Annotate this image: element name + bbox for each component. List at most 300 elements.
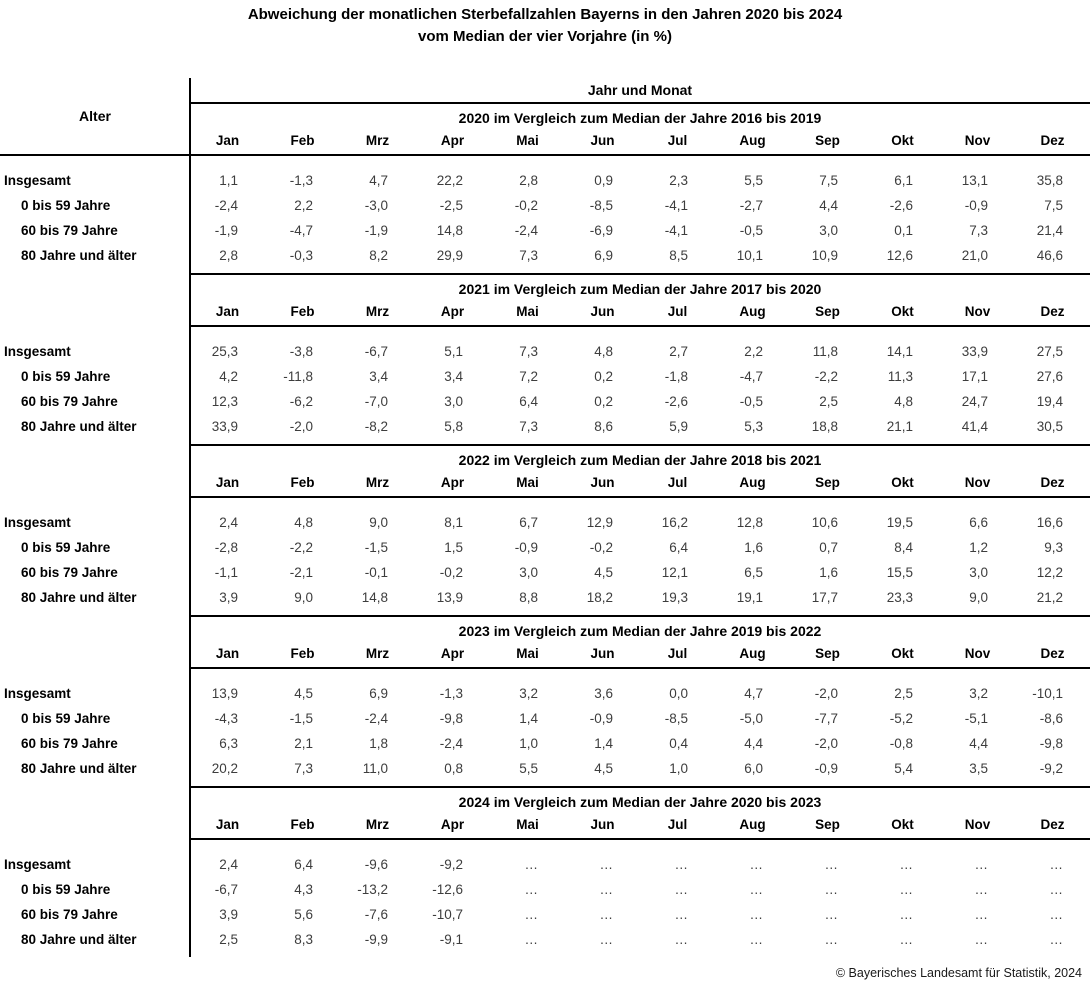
value-cell: 1,2 <box>969 540 988 555</box>
month-header-jul: Jul <box>667 817 688 832</box>
value-cell: 2,1 <box>294 736 313 751</box>
value-cell: 9,0 <box>969 590 988 605</box>
value-cell: … <box>974 932 988 947</box>
value-cell: -8,5 <box>664 711 688 726</box>
value-cell: -9,6 <box>364 857 388 872</box>
table-row <box>0 193 1090 218</box>
value-cell: 18,2 <box>586 590 613 605</box>
month-header-dez: Dez <box>1040 475 1065 490</box>
month-header-feb: Feb <box>290 817 315 832</box>
value-cell: 4,4 <box>819 198 838 213</box>
value-cell: 3,0 <box>444 394 463 409</box>
value-cell: 3,9 <box>219 590 238 605</box>
row-label: Insgesamt <box>4 344 71 359</box>
value-cell: 1,5 <box>444 540 463 555</box>
value-cell: … <box>599 882 613 897</box>
value-cell: 6,0 <box>744 761 763 776</box>
month-header-apr: Apr <box>440 646 465 661</box>
month-header-nov: Nov <box>964 817 991 832</box>
row-label: 0 bis 59 Jahre <box>21 711 111 726</box>
value-cell: -5,0 <box>739 711 763 726</box>
month-header-dez: Dez <box>1040 133 1065 148</box>
value-cell: 12,6 <box>886 248 913 263</box>
value-cell: -6,2 <box>289 394 313 409</box>
value-cell: 4,8 <box>894 394 913 409</box>
value-cell: -2,0 <box>814 736 838 751</box>
value-cell: 3,2 <box>969 686 988 701</box>
value-cell: -0,9 <box>814 761 838 776</box>
month-header-nov: Nov <box>964 646 991 661</box>
value-cell: 11,3 <box>887 369 913 384</box>
month-header-mrz: Mrz <box>365 475 390 490</box>
value-cell: -3,0 <box>364 198 388 213</box>
value-cell: 0,8 <box>444 761 463 776</box>
value-cell: … <box>974 882 988 897</box>
value-cell: … <box>824 932 838 947</box>
value-cell: 0,2 <box>594 369 613 384</box>
table-row <box>0 389 1090 414</box>
month-header-aug: Aug <box>739 817 766 832</box>
value-cell: 3,0 <box>969 565 988 580</box>
row-label: 0 bis 59 Jahre <box>21 198 111 213</box>
value-cell: 8,2 <box>369 248 388 263</box>
value-cell: -0,5 <box>739 394 763 409</box>
table-row <box>0 339 1090 364</box>
value-cell: -9,8 <box>439 711 463 726</box>
value-cell: 41,4 <box>961 419 988 434</box>
value-cell: -4,1 <box>664 198 688 213</box>
value-cell: 3,6 <box>594 686 613 701</box>
value-cell: -8,2 <box>364 419 388 434</box>
row-label: 60 bis 79 Jahre <box>21 907 118 922</box>
value-cell: … <box>524 882 538 897</box>
section-header-2023: 2023 im Vergleich zum Median der Jahre 2019 bis 2022 <box>458 623 822 639</box>
month-header-apr: Apr <box>440 475 465 490</box>
section-header-block-2022 <box>190 444 1090 498</box>
value-cell: 11,8 <box>812 344 838 359</box>
table-row <box>0 927 1090 952</box>
table-row <box>0 510 1090 535</box>
value-cell: 19,1 <box>736 590 763 605</box>
value-cell: -7,6 <box>364 907 388 922</box>
value-cell: -1,1 <box>214 565 238 580</box>
alter-column-header: Alter <box>79 108 111 124</box>
value-cell: 1,6 <box>744 540 763 555</box>
section-header-block-2024 <box>190 786 1090 840</box>
value-cell: 14,1 <box>886 344 913 359</box>
value-cell: 14,8 <box>436 223 463 238</box>
value-cell: -0,9 <box>964 198 988 213</box>
value-cell: 0,4 <box>669 736 688 751</box>
table-row <box>0 218 1090 243</box>
value-cell: 4,7 <box>744 686 763 701</box>
month-header-apr: Apr <box>440 817 465 832</box>
value-cell: -1,9 <box>364 223 388 238</box>
row-label: 60 bis 79 Jahre <box>21 736 118 751</box>
value-cell: 2,5 <box>894 686 913 701</box>
value-cell: 46,6 <box>1036 248 1063 263</box>
value-cell: 2,4 <box>219 515 238 530</box>
month-header-feb: Feb <box>290 646 315 661</box>
month-header-jan: Jan <box>215 133 240 148</box>
value-cell: -2,0 <box>814 686 838 701</box>
month-header-row <box>190 472 1090 496</box>
value-cell: 7,3 <box>519 419 538 434</box>
value-cell: … <box>749 907 763 922</box>
month-header-row <box>190 814 1090 838</box>
value-cell: 21,1 <box>886 419 913 434</box>
value-cell: -2,5 <box>439 198 463 213</box>
row-label: 60 bis 79 Jahre <box>21 223 118 238</box>
value-cell: 0,2 <box>594 394 613 409</box>
section-body-2021 <box>0 327 1090 444</box>
section-header-2020: 2020 im Vergleich zum Median der Jahre 2016 bis 2019 <box>458 110 822 126</box>
value-cell: 6,3 <box>219 736 238 751</box>
row-label: Insgesamt <box>4 686 71 701</box>
value-cell: -6,9 <box>589 223 613 238</box>
value-cell: 33,9 <box>961 344 988 359</box>
table-row <box>0 535 1090 560</box>
value-cell: 11,0 <box>362 761 388 776</box>
value-cell: 2,3 <box>669 173 688 188</box>
month-header-apr: Apr <box>440 133 465 148</box>
value-cell: … <box>824 857 838 872</box>
row-label: 80 Jahre und älter <box>21 590 137 605</box>
value-cell: … <box>1049 882 1063 897</box>
value-cell: 12,8 <box>736 515 763 530</box>
value-cell: -1,3 <box>289 173 313 188</box>
value-cell: -0,2 <box>589 540 613 555</box>
value-cell: -2,4 <box>214 198 238 213</box>
value-cell: 13,9 <box>211 686 238 701</box>
row-label: Insgesamt <box>4 173 71 188</box>
value-cell: 8,8 <box>519 590 538 605</box>
section-body-2020 <box>0 156 1090 273</box>
table-row <box>0 902 1090 927</box>
value-cell: … <box>1049 907 1063 922</box>
value-cell: -7,7 <box>814 711 838 726</box>
value-cell: … <box>524 932 538 947</box>
value-cell: 6,1 <box>894 173 913 188</box>
value-cell: 2,8 <box>219 248 238 263</box>
value-cell: -4,3 <box>214 711 238 726</box>
month-header-sep: Sep <box>815 304 840 319</box>
value-cell: 2,5 <box>219 932 238 947</box>
value-cell: 8,6 <box>594 419 613 434</box>
value-cell: -1,9 <box>214 223 238 238</box>
value-cell: 4,5 <box>294 686 313 701</box>
section-header-2021: 2021 im Vergleich zum Median der Jahre 2017 bis 2020 <box>458 281 822 297</box>
value-cell: -3,8 <box>289 344 313 359</box>
value-cell: 7,3 <box>969 223 988 238</box>
table-row <box>0 585 1090 610</box>
page-title-line2: vom Median der vier Vorjahre (in %) <box>418 28 672 45</box>
value-cell: 6,6 <box>969 515 988 530</box>
value-cell: 20,2 <box>211 761 238 776</box>
value-cell: -2,4 <box>364 711 388 726</box>
table-row <box>0 731 1090 756</box>
value-cell: 8,5 <box>669 248 688 263</box>
value-cell: 19,3 <box>661 590 688 605</box>
value-cell: 29,9 <box>436 248 463 263</box>
value-cell: 6,4 <box>669 540 688 555</box>
month-header-aug: Aug <box>739 475 766 490</box>
table-vertical-divider <box>189 78 191 957</box>
value-cell: 2,8 <box>519 173 538 188</box>
value-cell: 1,6 <box>819 565 838 580</box>
value-cell: 12,9 <box>586 515 613 530</box>
month-header-aug: Aug <box>739 646 766 661</box>
value-cell: 4,4 <box>969 736 988 751</box>
value-cell: … <box>824 907 838 922</box>
value-cell: -1,5 <box>364 540 388 555</box>
value-cell: -6,7 <box>364 344 388 359</box>
value-cell: 0,9 <box>594 173 613 188</box>
month-header-okt: Okt <box>891 304 914 319</box>
value-cell: 7,3 <box>519 344 538 359</box>
value-cell: 14,8 <box>361 590 388 605</box>
month-header-mai: Mai <box>516 304 539 319</box>
row-label: 60 bis 79 Jahre <box>21 565 118 580</box>
value-cell: -2,7 <box>739 198 763 213</box>
value-cell: 2,4 <box>219 857 238 872</box>
value-cell: 3,4 <box>444 369 463 384</box>
value-cell: 0,0 <box>669 686 688 701</box>
value-cell: -0,2 <box>439 565 463 580</box>
table-row <box>0 414 1090 439</box>
table-row <box>0 364 1090 389</box>
month-header-mai: Mai <box>516 817 539 832</box>
value-cell: 7,5 <box>819 173 838 188</box>
month-header-apr: Apr <box>440 304 465 319</box>
table-sections <box>0 156 1090 957</box>
value-cell: 9,0 <box>294 590 313 605</box>
row-label: 0 bis 59 Jahre <box>21 540 111 555</box>
value-cell: 3,5 <box>969 761 988 776</box>
month-header-jan: Jan <box>215 475 240 490</box>
value-cell: 7,5 <box>1044 198 1063 213</box>
month-header-nov: Nov <box>964 133 991 148</box>
value-cell: … <box>524 857 538 872</box>
table-row <box>0 168 1090 193</box>
row-label: Insgesamt <box>4 515 71 530</box>
value-cell: 5,9 <box>669 419 688 434</box>
value-cell: -7,0 <box>364 394 388 409</box>
value-cell: -0,1 <box>364 565 388 580</box>
row-label: 80 Jahre und älter <box>21 419 137 434</box>
value-cell: 17,1 <box>961 369 988 384</box>
statistics-table <box>0 78 1090 957</box>
value-cell: … <box>599 907 613 922</box>
value-cell: 27,6 <box>1036 369 1063 384</box>
month-header-feb: Feb <box>290 304 315 319</box>
value-cell: … <box>749 932 763 947</box>
month-header-dez: Dez <box>1040 646 1065 661</box>
header-right <box>190 78 1090 154</box>
value-cell: 8,1 <box>444 515 463 530</box>
month-header-jan: Jan <box>215 817 240 832</box>
value-cell: 4,8 <box>294 515 313 530</box>
section-header-2022: 2022 im Vergleich zum Median der Jahre 2018 bis 2021 <box>458 452 822 468</box>
value-cell: 16,2 <box>661 515 688 530</box>
value-cell: 13,1 <box>961 173 988 188</box>
value-cell: 6,9 <box>369 686 388 701</box>
value-cell: 9,3 <box>1044 540 1063 555</box>
row-label: 0 bis 59 Jahre <box>21 369 111 384</box>
value-cell: 8,4 <box>894 540 913 555</box>
value-cell: 1,8 <box>369 736 388 751</box>
month-header-mai: Mai <box>516 475 539 490</box>
value-cell: 21,2 <box>1036 590 1063 605</box>
value-cell: 3,0 <box>819 223 838 238</box>
value-cell: … <box>674 882 688 897</box>
row-label: 80 Jahre und älter <box>21 248 137 263</box>
month-header-jul: Jul <box>667 304 688 319</box>
value-cell: 1,4 <box>594 736 613 751</box>
value-cell: 10,9 <box>811 248 838 263</box>
value-cell: -1,8 <box>664 369 688 384</box>
value-cell: -0,3 <box>289 248 313 263</box>
value-cell: 0,7 <box>819 540 838 555</box>
value-cell: 5,6 <box>294 907 313 922</box>
value-cell: 1,4 <box>519 711 538 726</box>
value-cell: 4,5 <box>594 761 613 776</box>
value-cell: -4,1 <box>664 223 688 238</box>
value-cell: 6,9 <box>594 248 613 263</box>
value-cell: -9,2 <box>1039 761 1063 776</box>
value-cell: … <box>1049 857 1063 872</box>
value-cell: 18,8 <box>811 419 838 434</box>
value-cell: 10,1 <box>736 248 763 263</box>
value-cell: 17,7 <box>811 590 838 605</box>
value-cell: 2,2 <box>744 344 763 359</box>
month-header-jun: Jun <box>590 646 615 661</box>
copyright-notice: © Bayerisches Landesamt für Statistik, 2024 <box>835 966 1082 980</box>
month-header-jun: Jun <box>590 817 615 832</box>
value-cell: … <box>599 932 613 947</box>
value-cell: 4,5 <box>594 565 613 580</box>
table-header <box>0 78 1090 156</box>
row-label: 80 Jahre und älter <box>21 932 137 947</box>
value-cell: 4,4 <box>744 736 763 751</box>
value-cell: … <box>899 882 913 897</box>
value-cell: 27,5 <box>1036 344 1063 359</box>
value-cell: -6,7 <box>214 882 238 897</box>
section-body-2023 <box>0 669 1090 786</box>
month-header-nov: Nov <box>964 475 991 490</box>
month-header-mrz: Mrz <box>365 133 390 148</box>
value-cell: 6,7 <box>519 515 538 530</box>
value-cell: -0,9 <box>589 711 613 726</box>
month-header-nov: Nov <box>964 304 991 319</box>
value-cell: -2,8 <box>214 540 238 555</box>
month-header-jul: Jul <box>667 133 688 148</box>
value-cell: -13,2 <box>357 882 388 897</box>
value-cell: -1,3 <box>439 686 463 701</box>
month-header-row <box>190 301 1090 325</box>
value-cell: -5,2 <box>889 711 913 726</box>
value-cell: -8,6 <box>1039 711 1063 726</box>
value-cell: -9,8 <box>1039 736 1063 751</box>
value-cell: -1,5 <box>289 711 313 726</box>
month-header-okt: Okt <box>891 475 914 490</box>
value-cell: -5,1 <box>964 711 988 726</box>
table-row <box>0 681 1090 706</box>
value-cell: 16,6 <box>1036 515 1063 530</box>
value-cell: 30,5 <box>1036 419 1063 434</box>
value-cell: -4,7 <box>739 369 763 384</box>
value-cell: … <box>749 882 763 897</box>
value-cell: 13,9 <box>436 590 463 605</box>
value-cell: -2,4 <box>514 223 538 238</box>
value-cell: … <box>899 907 913 922</box>
value-cell: 5,5 <box>744 173 763 188</box>
value-cell: … <box>674 932 688 947</box>
month-header-row <box>190 643 1090 667</box>
value-cell: 8,3 <box>294 932 313 947</box>
value-cell: 4,3 <box>294 882 313 897</box>
table-row <box>0 877 1090 902</box>
row-label: 80 Jahre und älter <box>21 761 137 776</box>
value-cell: 7,3 <box>519 248 538 263</box>
month-header-aug: Aug <box>739 304 766 319</box>
value-cell: 6,5 <box>744 565 763 580</box>
value-cell: … <box>824 882 838 897</box>
jahr-und-monat-header: Jahr und Monat <box>190 78 1090 104</box>
month-header-okt: Okt <box>891 133 914 148</box>
table-row <box>0 756 1090 781</box>
month-header-row <box>190 130 1090 154</box>
value-cell: 0,1 <box>894 223 913 238</box>
value-cell: … <box>749 857 763 872</box>
page-title-line1: Abweichung der monatlichen Sterbefallzahlen Bayerns in den Jahren 2020 bis 2024 <box>247 6 843 23</box>
value-cell: 12,1 <box>661 565 688 580</box>
value-cell: 24,7 <box>961 394 988 409</box>
month-header-sep: Sep <box>815 475 840 490</box>
value-cell: … <box>899 857 913 872</box>
value-cell: -2,1 <box>289 565 313 580</box>
month-header-okt: Okt <box>891 817 914 832</box>
month-header-aug: Aug <box>739 133 766 148</box>
value-cell: … <box>599 857 613 872</box>
month-header-jan: Jan <box>215 304 240 319</box>
value-cell: … <box>899 932 913 947</box>
section-body-2022 <box>0 498 1090 615</box>
value-cell: … <box>674 857 688 872</box>
value-cell: 4,8 <box>594 344 613 359</box>
value-cell: -9,1 <box>439 932 463 947</box>
table-row <box>0 243 1090 268</box>
month-header-jun: Jun <box>590 133 615 148</box>
value-cell: -2,6 <box>889 198 913 213</box>
value-cell: -0,2 <box>514 198 538 213</box>
section-header-2024: 2024 im Vergleich zum Median der Jahre 2020 bis 2023 <box>458 794 822 810</box>
value-cell: -2,2 <box>289 540 313 555</box>
value-cell: 19,5 <box>886 515 913 530</box>
value-cell: 1,0 <box>669 761 688 776</box>
value-cell: … <box>524 907 538 922</box>
month-header-sep: Sep <box>815 817 840 832</box>
table-row <box>0 560 1090 585</box>
value-cell: 21,0 <box>961 248 988 263</box>
month-header-dez: Dez <box>1040 817 1065 832</box>
table-row <box>0 852 1090 877</box>
value-cell: 5,1 <box>444 344 463 359</box>
month-header-jan: Jan <box>215 646 240 661</box>
value-cell: 1,1 <box>219 173 238 188</box>
value-cell: -8,5 <box>589 198 613 213</box>
value-cell: -10,1 <box>1032 686 1063 701</box>
